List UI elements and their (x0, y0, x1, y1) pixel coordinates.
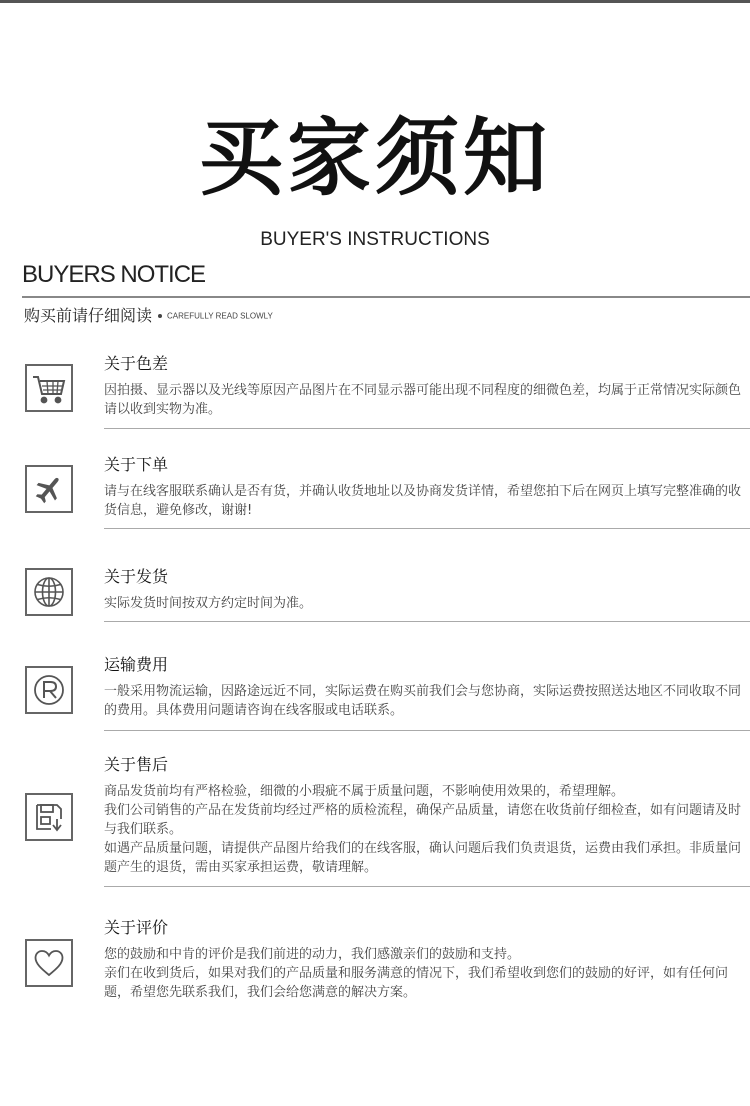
globe-icon (25, 568, 73, 616)
section-body (104, 682, 744, 720)
section-title: 关于色差 (104, 354, 169, 373)
section-title: 关于评价 (104, 918, 169, 937)
notice-divider (22, 296, 750, 298)
section-paragraph: 因拍摄、显示器以及光线等原因产品图片在不同显示器可能出现不同程度的细微色差，均属于正常情况实际颜色请以收到实物为准。 (104, 383, 742, 417)
section-paragraph: 实际发货时间按双方约定时间为准。 (104, 596, 313, 611)
registered-icon (25, 666, 73, 714)
section-divider (104, 886, 750, 887)
section-paragraph: 您的鼓励和中肯的评价是我们前进的动力，我们感激亲们的鼓励和支持。 (104, 947, 521, 962)
section-divider (104, 730, 750, 731)
section-body (104, 381, 744, 419)
heart-icon (25, 939, 73, 987)
shopping-cart-icon (25, 364, 73, 412)
read-carefully-en: CAREFULLY READ SLOWLY (167, 311, 273, 321)
section-paragraph: 请与在线客服联系确认是否有货，并确认收货地址以及协商发货详情，希望您拍下后在网页上填写完整准确的收货信息，避免修改，谢谢! (104, 484, 742, 518)
notice-heading: BUYERS NOTICE (22, 261, 206, 288)
read-carefully-cn: 购买前请仔细阅读 (24, 306, 153, 325)
top-divider (0, 0, 750, 3)
section-paragraph: 商品发货前均有严格检验，细微的小瑕疵不属于质量问题，不影响使用效果的，希望理解。 (104, 784, 625, 799)
section-divider (104, 621, 750, 622)
section-paragraph: 一般采用物流运输，因路途远近不同，实际运费在购买前我们会与您协商，实际运费按照送达地区不同收取不同的费用。具体费用问题请咨询在线客服或电话联系。 (104, 684, 742, 718)
bullet-dot (158, 314, 162, 318)
section-body (104, 945, 744, 1002)
page-title: 买家须知 (198, 109, 551, 207)
page-subtitle: BUYER'S INSTRUCTIONS (260, 229, 490, 250)
return-box-icon (25, 793, 73, 841)
airplane-icon (25, 465, 73, 513)
section-title: 关于下单 (104, 455, 169, 474)
section-divider (104, 428, 750, 429)
section-title: 关于售后 (104, 755, 169, 774)
section-paragraph: 如遇产品质量问题，请提供产品图片给我们的在线客服，确认问题后我们负责退货，运费由我们承担。非质量问题产生的退货，需由买家承担运费，敬请理解。 (104, 841, 742, 875)
read-carefully-line (24, 305, 273, 327)
section-divider (104, 528, 750, 529)
section-body (104, 482, 744, 520)
section-title: 运输费用 (104, 655, 169, 674)
section-body (104, 782, 744, 877)
section-paragraph: 我们公司销售的产品在发货前均经过严格的质检流程，确保产品质量，请您在收货前仔细检查，如有问题请及时与我们联系。 (104, 803, 742, 837)
section-title: 关于发货 (104, 567, 169, 586)
section-body (104, 594, 744, 613)
section-paragraph: 亲们在收到货后，如果对我们的产品质量和服务满意的情况下，我们希望收到您们的鼓励的好评，如有任何问题，希望您先联系我们，我们会给您满意的解决方案。 (104, 966, 729, 1000)
